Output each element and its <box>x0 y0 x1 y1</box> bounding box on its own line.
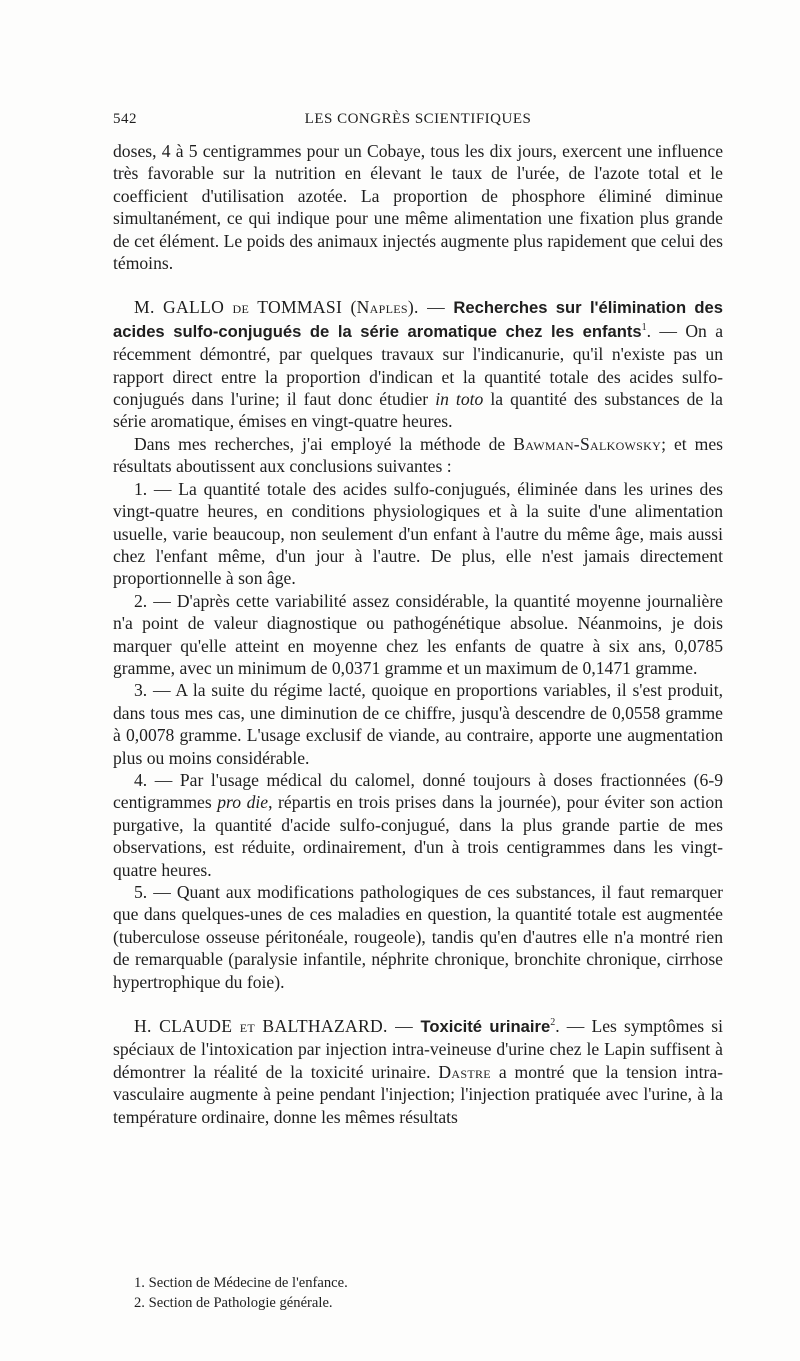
footnote-ref-2: 2 <box>550 1017 556 1029</box>
gallo-abstract-paragraph <box>113 296 723 432</box>
claude-abstract-paragraph <box>113 1015 723 1128</box>
gallo-text-a: . — On a récemment démontré, par quelques travaux sur l'indicanurie, qu'il n'existe pas un rapport direct entre la proportion d'indican et la quantité totale des acides sulfo-conjugués dans l'urine; il faut donc étudier <box>113 320 724 410</box>
footnote-1: 1. Section de Médecine de l'enfance. <box>134 1275 348 1291</box>
gallo-text-italic: in toto <box>435 389 484 410</box>
gallo-method-paragraph <box>113 433 723 478</box>
claude-author: H. CLAUDE et BALTHAZARD. — <box>134 1016 421 1037</box>
claude-text-b: a montré que la tension intra-vasculaire augmente à peine pendant l'injection; l'injection pratiquée avec l'urine, à la température ordinaire, donne les mêmes résultats <box>113 1061 723 1127</box>
footnote-ref-1: 1 <box>641 321 647 333</box>
claude-cited-author: Dastre <box>438 1061 491 1082</box>
claude-title: Toxicité urinaire <box>420 1017 551 1037</box>
gallo-conclusion-1: 1. — La quantité totale des acides sulfo-conjugués, éliminée dans les urines des vingt-quatre heures, en conditions physiologiques et à la suite d'une alimentation usuelle, varie beaucoup, non seulement d'un enfant à l'autre du même âge, mais aussi chez l'enfant même, d'un jour à l'autre. De plus, elle n'est jamais directement proportionnelle à son âge. <box>113 478 723 589</box>
gallo-title: Recherches sur l'élimination des acides sulfo-conjugués de la série aromatique chez les enfants <box>113 298 723 341</box>
page-number: 542 <box>113 111 137 127</box>
gallo-item4-italic: pro die <box>217 792 269 813</box>
gallo-item4-a: 4. — Par l'usage médical du calomel, donné toujours à doses fractionnées (6-9 centigrammes <box>113 769 723 813</box>
gallo-method-name: Bawman-Salkowsky <box>513 433 662 454</box>
footnote-2: 2. Section de Pathologie générale. <box>134 1294 333 1311</box>
body-text <box>113 140 723 1128</box>
gallo-text-b: la quantité des substances de la série aromatique, émises en vingt-quatre heures. <box>113 389 723 432</box>
gallo-method-a: Dans mes recherches, j'ai employé la méthode de <box>134 433 514 454</box>
gallo-author: M. GALLO de TOMMASI (Naples). — <box>134 297 454 318</box>
gallo-conclusion-3: 3. — A la suite du régime lacté, quoique en proportions variables, il s'est produit, dans tous mes cas, une diminution de ce chiffre, jusqu'à descendre de 0,0558 gramme à 0,0078 gramme. L'usage exclusif de viande, au contraire, apporte une augmentation plus ou moins considérable. <box>113 680 723 768</box>
gallo-method-b: ; et mes résultats aboutissent aux conclusions suivantes : <box>113 433 723 477</box>
claude-text-a: . — Les symptômes si spéciaux de l'intoxication par injection intra-veineuse d'urine chez le Lapin suffisent à démontrer la réalité de la toxicité urinaire. <box>113 1016 723 1082</box>
gallo-item4-b: , répartis en trois prises dans la journée), pour éviter son action purgative, la quantité d'acide sulfo-conjugué, dans la plus grande partie de mes observations, est réduite, ordinairement, d'un à trois centigrammes dans les vingt-quatre heures. <box>113 792 723 880</box>
gallo-conclusion-2: 2. — D'après cette variabilité assez considérable, la quantité moyenne journalière n'a point de valeur diagnostique ou pathogénétique absolue. Néanmoins, je dois marquer qu'elle atteint en moyenne chez les enfants de quatre à six ans, 0,0785 gramme, avec un minimum de 0,0371 gramme et un maximum de 0,1471 gramme. <box>113 590 723 678</box>
gallo-conclusion-4 <box>113 769 723 881</box>
footnotes <box>134 1274 724 1313</box>
gallo-conclusion-5: 5. — Quant aux modifications pathologiques de ces substances, il faut remarquer que dans quelques-unes de ces maladies en question, la quantité totale est augmentée (tuberculose osseuse péritonéale, rougeole), tandis qu'en d'autres elle n'a montré rien de remarquable (paralysie infantile, néphrite chronique, bronchite chronique, cirrhose hypertrophique du foie). <box>113 882 723 992</box>
running-title: LES CONGRÈS SCIENTIFIQUES <box>304 111 532 127</box>
intro-paragraph: doses, 4 à 5 centigrammes pour un Cobaye, tous les dix jours, exercent une influence très favorable sur la nutrition en élevant le taux de l'urée, de l'azote total et le coefficient d'utilisation azotée. La proportion de phosphore éliminé diminue simultanément, ce qui indique pour une même alimentation une fixation plus grande de cet élément. Le poids des animaux injectés augmente plus rapidement que celui des témoins. <box>113 141 723 274</box>
page-header <box>113 111 723 135</box>
